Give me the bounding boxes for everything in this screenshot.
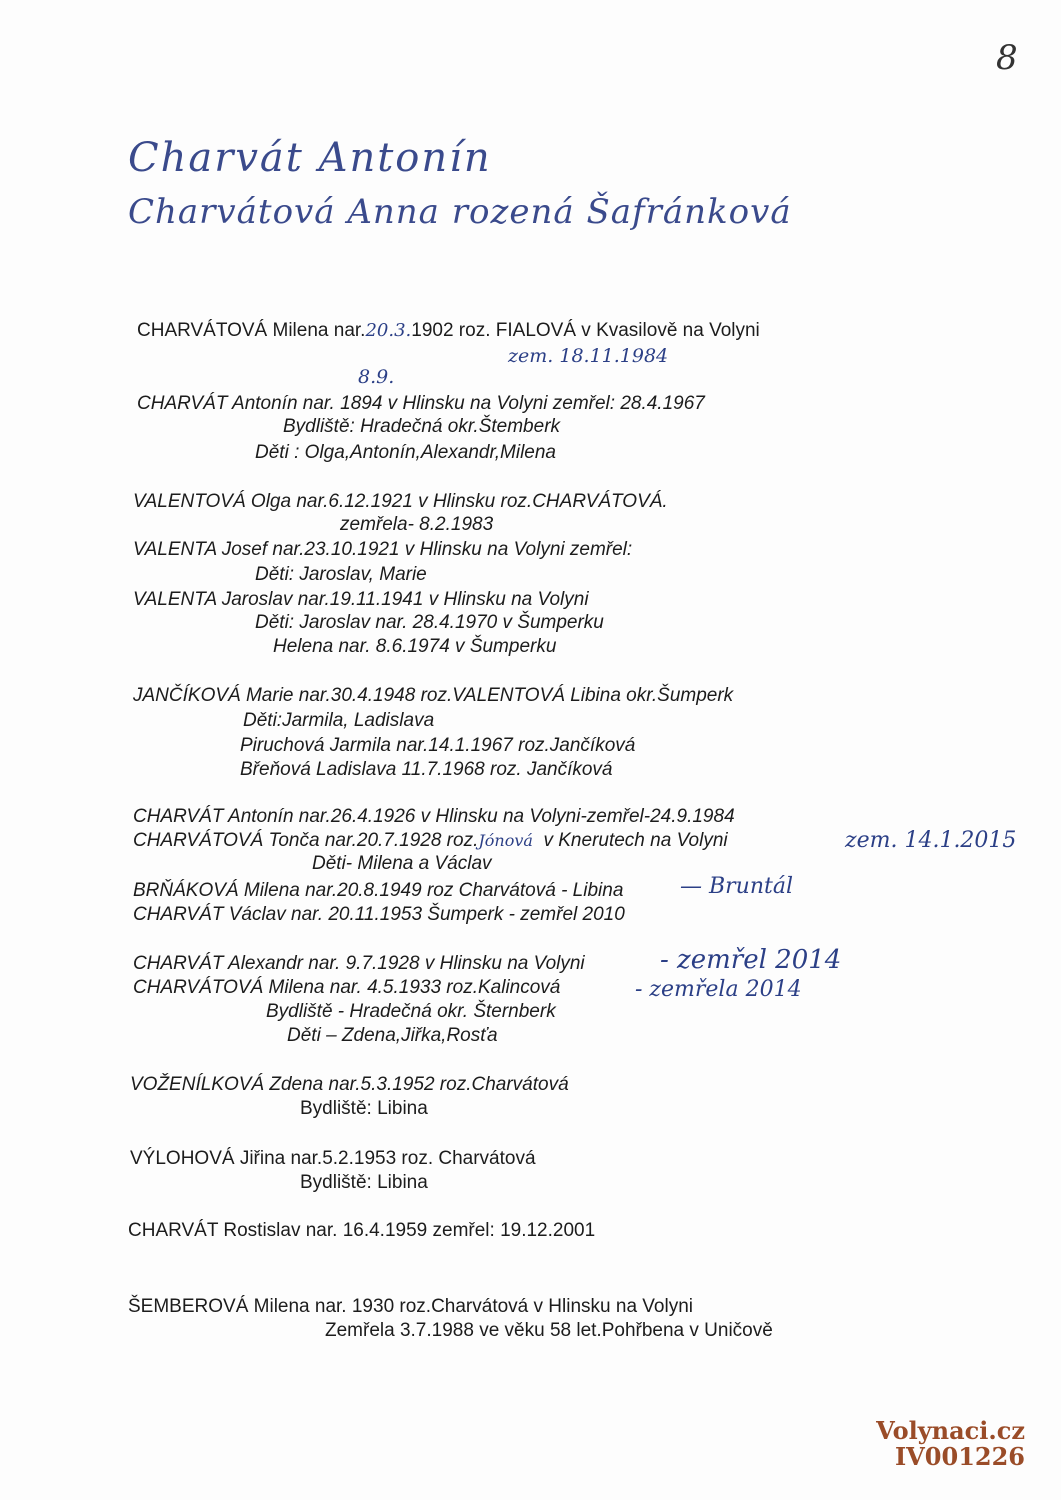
entry-4-line-3: Piruchová Jarmila nar.14.1.1967 roz.Jančíková: [240, 735, 636, 756]
entry-7-line-2: Bydliště: Libina: [300, 1098, 428, 1119]
entry-6-line-2-note: - zemřela 2014: [635, 977, 802, 1002]
watermark-site: Volynaci.cz: [876, 1416, 1025, 1445]
entry-3-line-4: Děti: Jaroslav, Marie: [255, 564, 427, 585]
entry-3-line-7: Helena nar. 8.6.1974 v Šumperku: [273, 636, 557, 657]
entry-6-line-3: Bydliště - Hradečná okr. Šternberk: [266, 1001, 556, 1022]
entry-5-death-note: zem. 14.1.2015: [845, 828, 1017, 853]
watermark-code: IV001226: [894, 1442, 1025, 1471]
entry-3-line-3: VALENTA Josef nar.23.10.1921 v Hlinsku na Volyni zemřel:: [133, 539, 633, 560]
entry-2-residence: Bydliště: Hradečná okr.Štemberk: [283, 416, 561, 437]
entry-3-line-1: VALENTOVÁ Olga nar.6.12.1921 v Hlinsku roz.CHARVÁTOVÁ.: [133, 491, 668, 512]
entry-1-main: CHARVÁTOVÁ Milena nar.: [137, 320, 366, 341]
entry-3-line-6: Děti: Jaroslav nar. 28.4.1970 v Šumperku: [255, 612, 604, 633]
entry-1-line-1: [137, 320, 760, 342]
entry-5-line-1: CHARVÁT Antonín nar.26.4.1926 v Hlinsku na Volyni-zemřel-24.9.1984: [133, 806, 735, 827]
entry-7-line-1: VOŽENÍLKOVÁ Zdena nar.5.3.1952 roz.Charvátová: [130, 1074, 569, 1095]
entry-5-residence-note: — Bruntál: [680, 874, 794, 899]
entry-1-handwritten-date: 20.3.: [365, 320, 412, 341]
entry-4-line-4: Břeňová Ladislava 11.7.1968 roz. Jančíková: [240, 759, 613, 780]
entry-2-children: Děti : Olga,Antonín,Alexandr,Milena: [255, 442, 557, 463]
entry-10-line-2: Zemřela 3.7.1988 ve věku 58 let.Pohřbena v Uničově: [325, 1320, 773, 1341]
entry-3-line-5: VALENTA Jaroslav nar.19.11.1941 v Hlinsku na Volyni: [133, 589, 589, 610]
entry-5-line-2-main: CHARVÁTOVÁ Tonča nar.20.7.1928 roz.: [133, 830, 479, 851]
entry-1-rest: 1902 roz. FIALOVÁ v Kvasilově na Volyni: [411, 320, 760, 341]
entry-5-line-5: CHARVÁT Václav nar. 20.11.1953 Šumperk - zemřel 2010: [133, 904, 625, 925]
entry-5-line-4: [133, 880, 623, 902]
entry-2-rest: 1894 v Hlinsku na Volyni zemřel: 28.4.1967: [340, 393, 705, 414]
entry-3-line-2: zemřela- 8.2.1983: [340, 514, 494, 535]
entry-4-line-1: JANČÍKOVÁ Marie nar.30.4.1948 roz.VALENTOVÁ Libina okr.Šumperk: [133, 685, 734, 706]
entry-2-line-1: [137, 393, 705, 415]
entry-2-handwritten-date: 8.9.: [358, 366, 395, 388]
page-number: 8: [996, 38, 1018, 78]
entry-5-line-4-main: BRŇÁKOVÁ Milena nar.20.8.1949 roz Charvátová - Libina: [133, 880, 624, 901]
entry-9-line-1: CHARVÁT Rostislav nar. 16.4.1959 zemřel: 19.12.2001: [128, 1220, 596, 1241]
entry-6-line-1-note: - zemřel 2014: [660, 945, 842, 975]
entry-8-line-1: VÝLOHOVÁ Jiřina nar.5.2.1953 roz. Charvátová: [130, 1148, 536, 1169]
entry-10-line-1: ŠEMBEROVÁ Milena nar. 1930 roz.Charvátová v Hlinsku na Volyni: [128, 1296, 693, 1317]
entry-2-main: CHARVÁT Antonín nar.: [137, 393, 335, 414]
handwritten-title-line-2: Charvátová Anna rozená Šafránková: [128, 192, 792, 232]
entry-5-line-2-place: v Knerutech na Volyni: [543, 830, 728, 851]
handwritten-title-line-1: Charvát Antonín: [128, 135, 492, 181]
entry-6-line-4: Děti – Zdena,Jiřka,Rosťa: [287, 1025, 498, 1046]
entry-5-handwritten-maiden-name: Jónová: [478, 831, 533, 850]
entry-6-line-1: CHARVÁT Alexandr nar. 9.7.1928 v Hlinsku na Volyni: [133, 953, 585, 974]
entry-8-line-2: Bydliště: Libina: [300, 1172, 428, 1193]
entry-6-line-2: CHARVÁTOVÁ Milena nar. 4.5.1933 roz.Kalincová: [133, 977, 561, 998]
entry-5-line-3: Děti- Milena a Václav: [312, 853, 492, 874]
entry-4-line-2: Děti:Jarmila, Ladislava: [243, 710, 435, 731]
entry-5-line-2: [133, 830, 728, 852]
entry-1-death-note: zem. 18.11.1984: [508, 345, 669, 367]
